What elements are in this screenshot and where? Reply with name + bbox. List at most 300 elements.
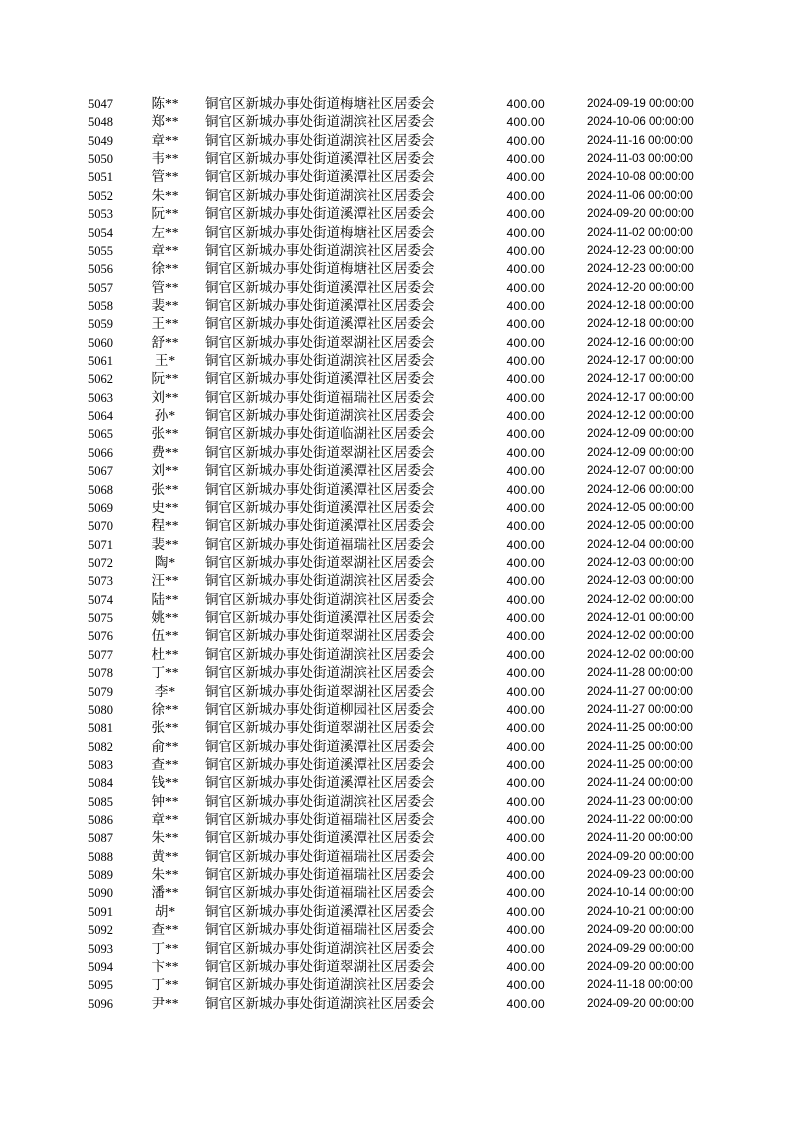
cell-organization: 铜官区新城办事处街道溪潭社区居委会 [205, 206, 435, 222]
cell-organization: 铜官区新城办事处街道梅塘社区居委会 [205, 224, 435, 240]
cell-record-id: 5088 [88, 849, 113, 864]
cell-person-name: 陆** [151, 591, 179, 607]
cell-person-name: 裴** [151, 297, 179, 313]
cell-person-name: 丁** [151, 665, 179, 681]
cell-record-id: 5094 [88, 959, 113, 974]
table-row [88, 591, 707, 609]
table-row [88, 297, 707, 315]
cell-organization: 铜官区新城办事处街道溪潭社区居委会 [205, 610, 435, 626]
table-row [88, 940, 707, 958]
cell-person-name: 伍** [151, 628, 179, 644]
cell-person-name: 陶* [154, 554, 176, 570]
table-row [88, 848, 707, 866]
table-row [88, 517, 707, 535]
cell-date: 2024-12-17 00:00:00 [587, 355, 694, 368]
cell-amount: 400.00 [506, 886, 545, 901]
cell-record-id: 5068 [88, 482, 113, 497]
cell-person-name: 丁** [151, 977, 179, 993]
cell-date: 2024-12-09 00:00:00 [587, 446, 694, 459]
cell-record-id: 5069 [88, 500, 113, 515]
cell-date: 2024-12-03 00:00:00 [587, 575, 694, 588]
cell-amount: 400.00 [506, 629, 545, 644]
cell-person-name: 张** [151, 481, 179, 497]
cell-person-name: 孙* [154, 408, 176, 424]
cell-record-id: 5089 [88, 868, 113, 883]
cell-organization: 铜官区新城办事处街道溪潭社区居委会 [205, 481, 435, 497]
table-row [88, 811, 707, 829]
cell-organization: 铜官区新城办事处街道溪潭社区居委会 [205, 499, 435, 515]
cell-amount: 400.00 [506, 923, 545, 938]
cell-date: 2024-11-18 00:00:00 [587, 979, 693, 992]
cell-date: 2024-11-24 00:00:00 [587, 777, 693, 790]
cell-organization: 铜官区新城办事处街道湖滨社区居委会 [205, 995, 435, 1011]
table-row [88, 315, 707, 333]
cell-person-name: 黄** [151, 848, 179, 864]
cell-person-name: 王** [151, 316, 179, 332]
cell-person-name: 钱** [151, 775, 179, 791]
cell-record-id: 5085 [88, 794, 113, 809]
cell-organization: 铜官区新城办事处街道湖滨社区居委会 [205, 793, 435, 809]
cell-organization: 铜官区新城办事处街道溪潭社区居委会 [205, 297, 435, 313]
cell-record-id: 5047 [88, 97, 113, 111]
cell-record-id: 5080 [88, 702, 113, 717]
cell-organization: 铜官区新城办事处街道福瑞社区居委会 [205, 885, 435, 901]
cell-amount: 400.00 [506, 941, 545, 956]
table-row [88, 976, 707, 994]
cell-record-id: 5048 [88, 115, 113, 130]
cell-person-name: 阮** [151, 206, 179, 222]
cell-record-id: 5064 [88, 409, 113, 424]
cell-organization: 铜官区新城办事处街道湖滨社区居委会 [205, 591, 435, 607]
cell-date: 2024-12-18 00:00:00 [587, 318, 694, 331]
table-row [88, 425, 707, 443]
table-row [88, 701, 707, 719]
cell-amount: 400.00 [506, 464, 545, 479]
cell-amount: 400.00 [506, 317, 545, 332]
cell-date: 2024-12-18 00:00:00 [587, 299, 694, 312]
cell-date: 2024-12-02 00:00:00 [587, 648, 694, 661]
cell-organization: 铜官区新城办事处街道翠湖社区居委会 [205, 958, 435, 974]
table-row [88, 260, 707, 278]
cell-date: 2024-12-20 00:00:00 [587, 281, 694, 294]
cell-amount: 400.00 [506, 409, 545, 424]
cell-person-name: 徐** [151, 701, 179, 717]
table-row [88, 187, 707, 205]
cell-date: 2024-09-20 00:00:00 [587, 960, 694, 973]
cell-date: 2024-11-28 00:00:00 [587, 667, 693, 680]
cell-amount: 400.00 [506, 849, 545, 864]
cell-date: 2024-11-22 00:00:00 [587, 814, 693, 827]
cell-organization: 铜官区新城办事处街道溪潭社区居委会 [205, 775, 435, 791]
cell-organization: 铜官区新城办事处街道湖滨社区居委会 [205, 665, 435, 681]
cell-organization: 铜官区新城办事处街道柳园社区居委会 [205, 701, 435, 717]
cell-record-id: 5084 [88, 776, 113, 791]
cell-amount: 400.00 [506, 97, 545, 111]
cell-person-name: 陈** [151, 96, 179, 111]
cell-date: 2024-12-17 00:00:00 [587, 373, 694, 386]
cell-person-name: 裴** [151, 536, 179, 552]
cell-record-id: 5078 [88, 666, 113, 681]
cell-organization: 铜官区新城办事处街道福瑞社区居委会 [205, 922, 435, 938]
table-row [88, 352, 707, 370]
cell-amount: 400.00 [506, 500, 545, 515]
cell-amount: 400.00 [506, 831, 545, 846]
cell-record-id: 5052 [88, 188, 113, 203]
cell-amount: 400.00 [506, 721, 545, 736]
cell-amount: 400.00 [506, 813, 545, 828]
cell-date: 2024-12-02 00:00:00 [587, 630, 694, 643]
cell-record-id: 5079 [88, 684, 113, 699]
table-row [88, 756, 707, 774]
cell-date: 2024-12-16 00:00:00 [587, 336, 694, 349]
cell-record-id: 5076 [88, 629, 113, 644]
cell-date: 2024-09-23 00:00:00 [587, 869, 694, 882]
cell-amount: 400.00 [506, 207, 545, 222]
cell-person-name: 朱** [151, 187, 179, 203]
cell-amount: 400.00 [506, 445, 545, 460]
cell-record-id: 5072 [88, 555, 113, 570]
cell-amount: 400.00 [506, 537, 545, 552]
cell-date: 2024-11-25 00:00:00 [587, 722, 693, 735]
cell-organization: 铜官区新城办事处街道溪潭社区居委会 [205, 738, 435, 754]
cell-date: 2024-12-06 00:00:00 [587, 483, 694, 496]
table-row [88, 462, 707, 480]
cell-date: 2024-12-03 00:00:00 [587, 556, 694, 569]
table-row [88, 664, 707, 682]
table-row [88, 719, 707, 737]
table-row [88, 866, 707, 884]
cell-date: 2024-10-06 00:00:00 [587, 116, 694, 129]
cell-person-name: 舒** [151, 334, 179, 350]
cell-person-name: 管** [151, 169, 179, 185]
cell-organization: 铜官区新城办事处街道湖滨社区居委会 [205, 977, 435, 993]
table-row [88, 903, 707, 921]
cell-person-name: 朱** [151, 830, 179, 846]
table-row [88, 499, 707, 517]
cell-organization: 铜官区新城办事处街道梅塘社区居委会 [205, 96, 435, 111]
cell-date: 2024-11-20 00:00:00 [587, 832, 693, 845]
table-row [88, 683, 707, 701]
cell-date: 2024-12-23 00:00:00 [587, 244, 694, 257]
cell-person-name: 查** [151, 756, 179, 772]
cell-person-name: 左** [151, 224, 179, 240]
cell-date: 2024-09-29 00:00:00 [587, 942, 694, 955]
table-row [88, 921, 707, 939]
table-row [88, 554, 707, 572]
cell-organization: 铜官区新城办事处街道福瑞社区居委会 [205, 389, 435, 405]
table-row [88, 536, 707, 554]
cell-amount: 400.00 [506, 959, 545, 974]
cell-date: 2024-09-20 00:00:00 [587, 924, 694, 937]
cell-person-name: 阮** [151, 371, 179, 387]
cell-amount: 400.00 [506, 354, 545, 369]
cell-record-id: 5075 [88, 611, 113, 626]
cell-organization: 铜官区新城办事处街道溪潭社区居委会 [205, 463, 435, 479]
cell-organization: 铜官区新城办事处街道翠湖社区居委会 [205, 628, 435, 644]
cell-date: 2024-11-25 00:00:00 [587, 740, 693, 753]
table-row [88, 205, 707, 223]
cell-date: 2024-09-20 00:00:00 [587, 208, 694, 221]
cell-organization: 铜官区新城办事处街道溪潭社区居委会 [205, 518, 435, 534]
cell-organization: 铜官区新城办事处街道溪潭社区居委会 [205, 169, 435, 185]
cell-record-id: 5095 [88, 978, 113, 993]
cell-organization: 铜官区新城办事处街道溪潭社区居委会 [205, 756, 435, 772]
table-row [88, 334, 707, 352]
cell-amount: 400.00 [506, 372, 545, 387]
table-row [88, 738, 707, 756]
table-row [88, 646, 707, 664]
cell-record-id: 5087 [88, 831, 113, 846]
cell-person-name: 姚** [151, 610, 179, 626]
cell-amount: 400.00 [506, 170, 545, 185]
cell-person-name: 徐** [151, 261, 179, 277]
cell-date: 2024-10-21 00:00:00 [587, 905, 694, 918]
cell-person-name: 张** [151, 426, 179, 442]
cell-record-id: 5061 [88, 354, 113, 369]
cell-person-name: 张** [151, 720, 179, 736]
cell-person-name: 章** [151, 132, 179, 148]
cell-date: 2024-11-03 00:00:00 [587, 153, 693, 166]
cell-amount: 400.00 [506, 335, 545, 350]
table-row [88, 829, 707, 847]
table-row [88, 572, 707, 590]
cell-record-id: 5091 [88, 904, 113, 919]
cell-person-name: 杜** [151, 646, 179, 662]
cell-organization: 铜官区新城办事处街道湖滨社区居委会 [205, 353, 435, 369]
cell-amount: 400.00 [506, 427, 545, 442]
table-row [88, 389, 707, 407]
cell-date: 2024-12-23 00:00:00 [587, 263, 694, 276]
cell-organization: 铜官区新城办事处街道福瑞社区居委会 [205, 536, 435, 552]
cell-organization: 铜官区新城办事处街道福瑞社区居委会 [205, 848, 435, 864]
cell-date: 2024-12-05 00:00:00 [587, 501, 694, 514]
cell-organization: 铜官区新城办事处街道湖滨社区居委会 [205, 242, 435, 258]
cell-date: 2024-12-05 00:00:00 [587, 520, 694, 533]
cell-organization: 铜官区新城办事处街道翠湖社区居委会 [205, 683, 435, 699]
cell-amount: 400.00 [506, 555, 545, 570]
cell-organization: 铜官区新城办事处街道翠湖社区居委会 [205, 444, 435, 460]
cell-amount: 400.00 [506, 243, 545, 258]
cell-organization: 铜官区新城办事处街道湖滨社区居委会 [205, 114, 435, 130]
cell-date: 2024-11-16 00:00:00 [587, 134, 693, 147]
table-row [88, 224, 707, 242]
cell-amount: 400.00 [506, 225, 545, 240]
cell-organization: 铜官区新城办事处街道溪潭社区居委会 [205, 151, 435, 167]
cell-record-id: 5060 [88, 335, 113, 350]
cell-amount: 400.00 [506, 776, 545, 791]
cell-record-id: 5083 [88, 757, 113, 772]
cell-date: 2024-12-17 00:00:00 [587, 391, 694, 404]
table-row [88, 95, 707, 113]
cell-person-name: 胡* [154, 903, 176, 919]
cell-amount: 400.00 [506, 684, 545, 699]
cell-person-name: 潘** [151, 885, 179, 901]
cell-organization: 铜官区新城办事处街道溪潭社区居委会 [205, 371, 435, 387]
cell-amount: 400.00 [506, 611, 545, 626]
cell-record-id: 5062 [88, 372, 113, 387]
cell-person-name: 章** [151, 242, 179, 258]
cell-person-name: 查** [151, 922, 179, 938]
cell-amount: 400.00 [506, 757, 545, 772]
cell-person-name: 钟** [151, 793, 179, 809]
table-row [88, 609, 707, 627]
cell-organization: 铜官区新城办事处街道湖滨社区居委会 [205, 132, 435, 148]
cell-person-name: 卞** [151, 958, 179, 974]
table-row [88, 958, 707, 976]
cell-organization: 铜官区新城办事处街道梅塘社区居委会 [205, 261, 435, 277]
table-row [88, 995, 707, 1013]
cell-person-name: 史** [151, 499, 179, 515]
cell-record-id: 5050 [88, 152, 113, 167]
cell-person-name: 韦** [151, 151, 179, 167]
cell-record-id: 5092 [88, 923, 113, 938]
cell-organization: 铜官区新城办事处街道湖滨社区居委会 [205, 940, 435, 956]
cell-record-id: 5090 [88, 886, 113, 901]
table-body [88, 95, 707, 1013]
cell-amount: 400.00 [506, 390, 545, 405]
cell-person-name: 汪** [151, 573, 179, 589]
cell-organization: 铜官区新城办事处街道溪潭社区居委会 [205, 830, 435, 846]
cell-organization: 铜官区新城办事处街道湖滨社区居委会 [205, 646, 435, 662]
cell-organization: 铜官区新城办事处街道翠湖社区居委会 [205, 554, 435, 570]
cell-person-name: 章** [151, 812, 179, 828]
cell-amount: 400.00 [506, 152, 545, 167]
cell-organization: 铜官区新城办事处街道福瑞社区居委会 [205, 867, 435, 883]
cell-amount: 400.00 [506, 739, 545, 754]
cell-person-name: 程** [151, 518, 179, 534]
cell-date: 2024-11-27 00:00:00 [587, 703, 693, 716]
cell-record-id: 5093 [88, 941, 113, 956]
cell-date: 2024-11-27 00:00:00 [587, 685, 693, 698]
cell-record-id: 5059 [88, 317, 113, 332]
cell-record-id: 5074 [88, 592, 113, 607]
cell-amount: 400.00 [506, 262, 545, 277]
cell-record-id: 5057 [88, 280, 113, 295]
cell-amount: 400.00 [506, 996, 545, 1011]
table-row [88, 627, 707, 645]
cell-date: 2024-09-19 00:00:00 [587, 98, 694, 110]
table-row [88, 444, 707, 462]
cell-record-id: 5067 [88, 464, 113, 479]
cell-record-id: 5054 [88, 225, 113, 240]
cell-date: 2024-10-08 00:00:00 [587, 171, 694, 184]
cell-date: 2024-09-20 00:00:00 [587, 997, 694, 1010]
cell-organization: 铜官区新城办事处街道临湖社区居委会 [205, 426, 435, 442]
cell-person-name: 王* [154, 353, 176, 369]
cell-amount: 400.00 [506, 574, 545, 589]
cell-person-name: 刘** [151, 463, 179, 479]
cell-record-id: 5049 [88, 133, 113, 148]
table-row [88, 113, 707, 131]
cell-organization: 铜官区新城办事处街道湖滨社区居委会 [205, 573, 435, 589]
table-row [88, 242, 707, 260]
cell-amount: 400.00 [506, 519, 545, 534]
cell-date: 2024-12-04 00:00:00 [587, 538, 694, 551]
cell-date: 2024-09-20 00:00:00 [587, 850, 694, 863]
cell-amount: 400.00 [506, 794, 545, 809]
cell-person-name: 李* [154, 683, 176, 699]
cell-organization: 铜官区新城办事处街道溪潭社区居委会 [205, 279, 435, 295]
cell-record-id: 5081 [88, 721, 113, 736]
cell-record-id: 5058 [88, 298, 113, 313]
cell-date: 2024-11-02 00:00:00 [587, 226, 693, 239]
cell-record-id: 5056 [88, 262, 113, 277]
table-row [88, 884, 707, 902]
cell-person-name: 管** [151, 279, 179, 295]
cell-amount: 400.00 [506, 904, 545, 919]
cell-person-name: 俞** [151, 738, 179, 754]
cell-amount: 400.00 [506, 298, 545, 313]
cell-record-id: 5070 [88, 519, 113, 534]
cell-record-id: 5065 [88, 427, 113, 442]
cell-date: 2024-11-06 00:00:00 [587, 189, 693, 202]
payment-record-table [88, 95, 707, 1013]
table-row [88, 168, 707, 186]
cell-date: 2024-12-02 00:00:00 [587, 593, 694, 606]
cell-amount: 400.00 [506, 702, 545, 717]
cell-amount: 400.00 [506, 592, 545, 607]
cell-record-id: 5082 [88, 739, 113, 754]
cell-person-name: 朱** [151, 867, 179, 883]
cell-record-id: 5053 [88, 207, 113, 222]
cell-record-id: 5066 [88, 445, 113, 460]
table-row [88, 407, 707, 425]
cell-record-id: 5063 [88, 390, 113, 405]
cell-record-id: 5086 [88, 813, 113, 828]
cell-amount: 400.00 [506, 133, 545, 148]
cell-record-id: 5073 [88, 574, 113, 589]
cell-amount: 400.00 [506, 482, 545, 497]
table-row [88, 370, 707, 388]
cell-organization: 铜官区新城办事处街道翠湖社区居委会 [205, 334, 435, 350]
cell-organization: 铜官区新城办事处街道翠湖社区居委会 [205, 720, 435, 736]
cell-record-id: 5055 [88, 243, 113, 258]
cell-amount: 400.00 [506, 868, 545, 883]
table-row [88, 481, 707, 499]
cell-person-name: 刘** [151, 389, 179, 405]
cell-person-name: 尹** [151, 995, 179, 1011]
cell-amount: 400.00 [506, 280, 545, 295]
cell-amount: 400.00 [506, 978, 545, 993]
cell-date: 2024-11-23 00:00:00 [587, 795, 693, 808]
cell-organization: 铜官区新城办事处街道溪潭社区居委会 [205, 903, 435, 919]
cell-organization: 铜官区新城办事处街道溪潭社区居委会 [205, 316, 435, 332]
cell-organization: 铜官区新城办事处街道福瑞社区居委会 [205, 812, 435, 828]
cell-person-name: 丁** [151, 940, 179, 956]
table-row [88, 279, 707, 297]
cell-person-name: 费** [151, 444, 179, 460]
table-row [88, 150, 707, 168]
cell-date: 2024-12-01 00:00:00 [587, 612, 694, 625]
cell-date: 2024-12-07 00:00:00 [587, 465, 694, 478]
cell-record-id: 5071 [88, 537, 113, 552]
cell-amount: 400.00 [506, 115, 545, 130]
cell-amount: 400.00 [506, 666, 545, 681]
cell-record-id: 5096 [88, 996, 113, 1011]
cell-date: 2024-11-25 00:00:00 [587, 758, 693, 771]
cell-organization: 铜官区新城办事处街道湖滨社区居委会 [205, 408, 435, 424]
cell-date: 2024-12-09 00:00:00 [587, 428, 694, 441]
cell-amount: 400.00 [506, 188, 545, 203]
table-row [88, 132, 707, 150]
cell-date: 2024-10-14 00:00:00 [587, 887, 694, 900]
cell-record-id: 5077 [88, 647, 113, 662]
table-row [88, 793, 707, 811]
cell-date: 2024-12-12 00:00:00 [587, 410, 694, 423]
table-row [88, 774, 707, 792]
cell-amount: 400.00 [506, 647, 545, 662]
cell-organization: 铜官区新城办事处街道湖滨社区居委会 [205, 187, 435, 203]
